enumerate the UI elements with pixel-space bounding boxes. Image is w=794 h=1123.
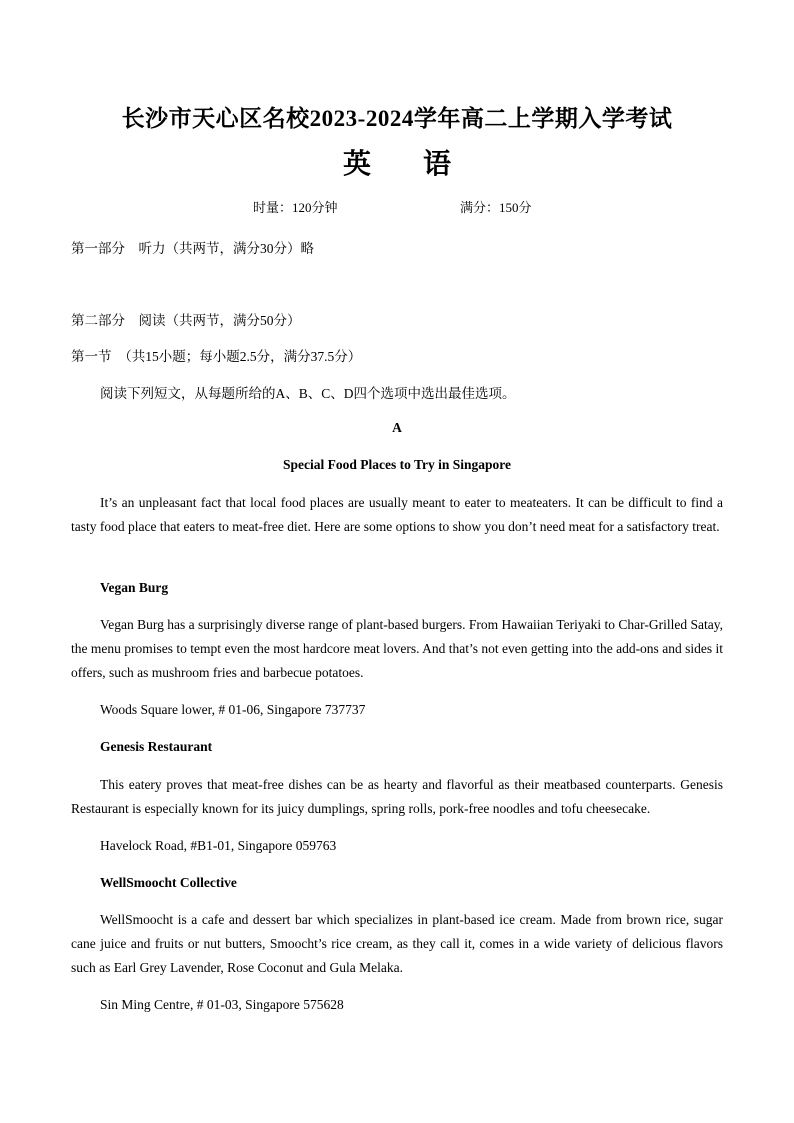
part2-heading: 第二部分 阅读（共两节，满分50分） [71, 313, 301, 328]
subject-char: 语 [423, 147, 452, 180]
passage-label: A [392, 420, 402, 435]
subject-title [0, 142, 794, 182]
place-name: Vegan Burg [100, 580, 169, 595]
place-name: Genesis Restaurant [100, 739, 213, 754]
place-description: Vegan Burg has a surprisingly diverse range of plant-based burgers. From Hawaiian Teriyaki to Char-Grilled Satay, the menu promises to tempt even the most hardcore meat lovers. And that’s not even getting into the add-ons and sides it offers, such as mushroom fries and barbecue potatoes. [71, 617, 723, 680]
passage-title: Special Food Places to Try in Singapore [282, 457, 511, 472]
instruction: 阅读下列短文，从每题所给的A、B、C、D四个选项中选出最佳选项。 [100, 386, 516, 401]
exam-title: 长沙市天心区名校2023-2024学年高二上学期入学考试 [121, 106, 673, 131]
place-name: WellSmoocht Collective [100, 875, 237, 890]
passage-intro: It’s an unpleasant fact that local food places are usually meant to eater to meateaters. It can be difficult to find a tasty food place that eaters to meat-free diet. Here are some options to show you don’t need meat for a satisfactory treat. [71, 495, 723, 534]
part1-heading: 第一部分 听力（共两节，满分30分）略 [71, 241, 314, 256]
place-address: Woods Square lower, # 01-06, Singapore 737737 [100, 702, 366, 717]
exam-score: 满分：150分 [460, 200, 532, 215]
place-description: This eatery proves that meat-free dishes can be as hearty and flavorful as their meatbased counterparts. Genesis Restaurant is especially known for its juicy dumplings, spring rolls, pork-free noodles and tofu cheesecake. [71, 777, 723, 816]
exam-time: 时量：120分钟 [253, 200, 338, 215]
section1-heading: 第一节 （共15小题；每小题2.5分，满分37.5分） [71, 349, 362, 364]
place-address: Havelock Road, #B1-01, Singapore 059763 [100, 838, 337, 853]
subject-char: 英 [342, 147, 371, 180]
place-description: WellSmoocht is a cafe and dessert bar which specializes in plant-based ice cream. Made from brown rice, sugar cane juice and fruits or nut butters, Smoocht’s rice cream, as they call it, comes in a wide variety of delicious flavors such as Earl Grey Lavender, Rose Coconut and Gula Melaka. [71, 912, 723, 975]
place-address: Sin Ming Centre, # 01-03, Singapore 575628 [100, 997, 344, 1012]
